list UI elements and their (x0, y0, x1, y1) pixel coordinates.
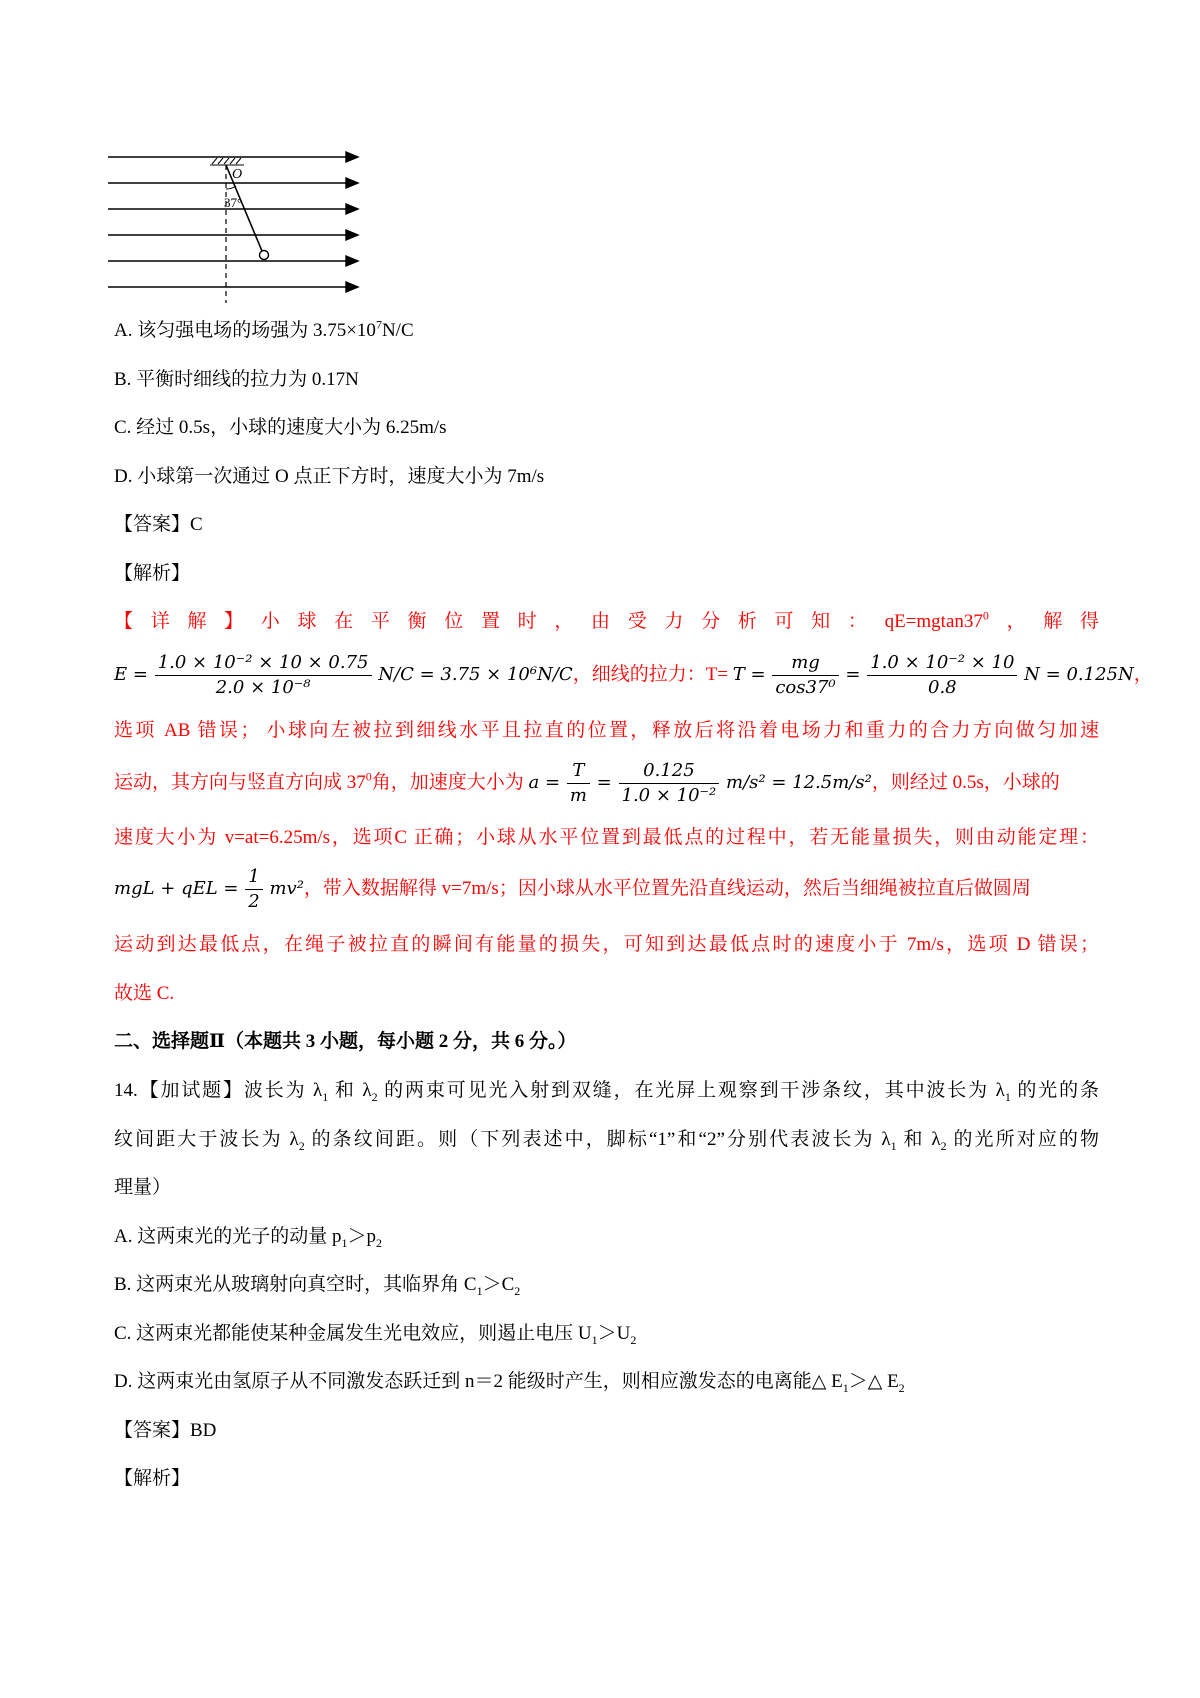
q13-detail-line7: 运动到达最低点，在绳子被拉直的瞬间有能量的损失，可知到达最低点时的速度小于 7m/s，选项 D 错误； (114, 934, 1099, 955)
half-fraction: $\frac{1}{2}$ (245, 865, 262, 914)
q13-detail-line8: 故选 C. (114, 983, 175, 1004)
pivot-label-o: O (232, 167, 243, 182)
q13-option-c: C. 经过 0.5s，小球的速度大小为 6.25m/s (114, 417, 447, 438)
section2-heading: 二、选择题Ⅱ（本题共 3 小题，每小题 2 分，共 6 分。） (114, 1031, 577, 1052)
q13-detail-line4: 运动，其方向与竖直方向成 $37^0$角，加速度大小为 a = $\frac{T}{m}$ = $\frac{0.125}{\text{1.0 × 10⁻²}}$ m/s² = 12.5m/s²，则经过 0.5s，小球的 (114, 760, 1060, 807)
q13-option-d: D. 小球第一次通过 O 点正下方时，速度大小为 7m/s (114, 466, 545, 487)
q13-detail-line2: E = $\frac{\text{1.0 × 10⁻² × 10 × 0.75}}{\text{2.0 × 10⁻⁸}}$ N/C = 3.75 × 10⁶N/C，细线的拉力：T= T = $\frac{mg}{\text{cos37⁰}}$ = $\frac{\text{1.0 × 10⁻² × 10}}{0.8}$ N = 0.125N， (114, 652, 1153, 699)
q14-analysis-heading: 【解析】 (114, 1468, 191, 1489)
q14-option-c: C. 这两束光都能使某种金属发生光电效应，则遏止电压 $U_1>U_2$ (114, 1323, 637, 1347)
q13-detail-line3: 选项 AB 错误； 小球向左被拉到细线水平且拉直的位置，释放后将沿着电场力和重力的合力方向做匀加速 (114, 720, 1099, 741)
field-strength-fraction: $\frac{\text{1.0 × 10⁻² × 10 × 0.75}}{\text{2.0 × 10⁻⁸}}$ (155, 651, 372, 700)
q13-detail-line1: 【详解】小球在平衡位置时，由受力分析可知：$qE=mgtan37^0$，解得 (114, 608, 1099, 632)
q14-option-d: D. 这两束光由氢原子从不同激发态跃迁到 n＝2 能级时产生，则相应激发态的电离能△ $E_1>\triangle$ $E_2$ (114, 1371, 905, 1395)
acceleration-fraction-2: $\frac{0.125}{\text{1.0 × 10⁻²}}$ (619, 759, 720, 808)
pendulum-field-diagram (108, 145, 360, 305)
q14-option-a: A. 这两束光的光子的动量 $p_1>p_2$ (114, 1226, 382, 1250)
q14-option-b: B. 这两束光从玻璃射向真空时，其临界角 $C_1>C_2$ (114, 1274, 521, 1298)
q14-stem-line1: 14.【加试题】波长为 $\lambda_1$ 和 $\lambda_2$ 的两束可见光入射到双缝，在光屏上观察到干涉条纹，其中波长为 $\lambda_1$ 的光的条 (114, 1080, 1099, 1104)
angle-label: 37° (224, 195, 243, 210)
tension-fraction-1: $\frac{mg}{\text{cos37⁰}}$ (772, 651, 838, 700)
q13-detail-line6: mgL + qEL = $\frac{1}{2}$ mv²，带入数据解得 v=7m/s；因小球从水平位置先沿直线运动，然后当细绳被拉直后做圆周 (114, 866, 1031, 913)
acceleration-fraction-1: $\frac{T}{m}$ (567, 759, 590, 808)
q13-analysis-heading: 【解析】 (114, 563, 191, 584)
q13-option-b: B. 平衡时细线的拉力为 0.17N (114, 369, 359, 390)
q14-stem-line2: 纹间距大于波长为 $\lambda_2$ 的条纹间距。则（下列表述中，脚标“1”和“2”分别代表波长为 $\lambda_1$ 和 $\lambda_2$ 的光所对应的物 (114, 1129, 1099, 1153)
q14-answer: 【答案】BD (114, 1420, 217, 1441)
q13-answer: 【答案】C (114, 514, 203, 535)
q13-option-a: A. 该匀强电场的场强为 $3.75\times 10^7N/C$ (114, 317, 414, 341)
q14-stem-line3: 理量） (114, 1177, 172, 1198)
q13-detail-line5: 速度大小为 v=at=6.25m/s，选项C 正确；小球从水平位置到最低点的过程中，若无能量损失，则由动能定理： (114, 827, 1099, 848)
tension-fraction-2: $\frac{\text{1.0 × 10⁻² × 10}}{0.8}$ (867, 651, 1017, 700)
